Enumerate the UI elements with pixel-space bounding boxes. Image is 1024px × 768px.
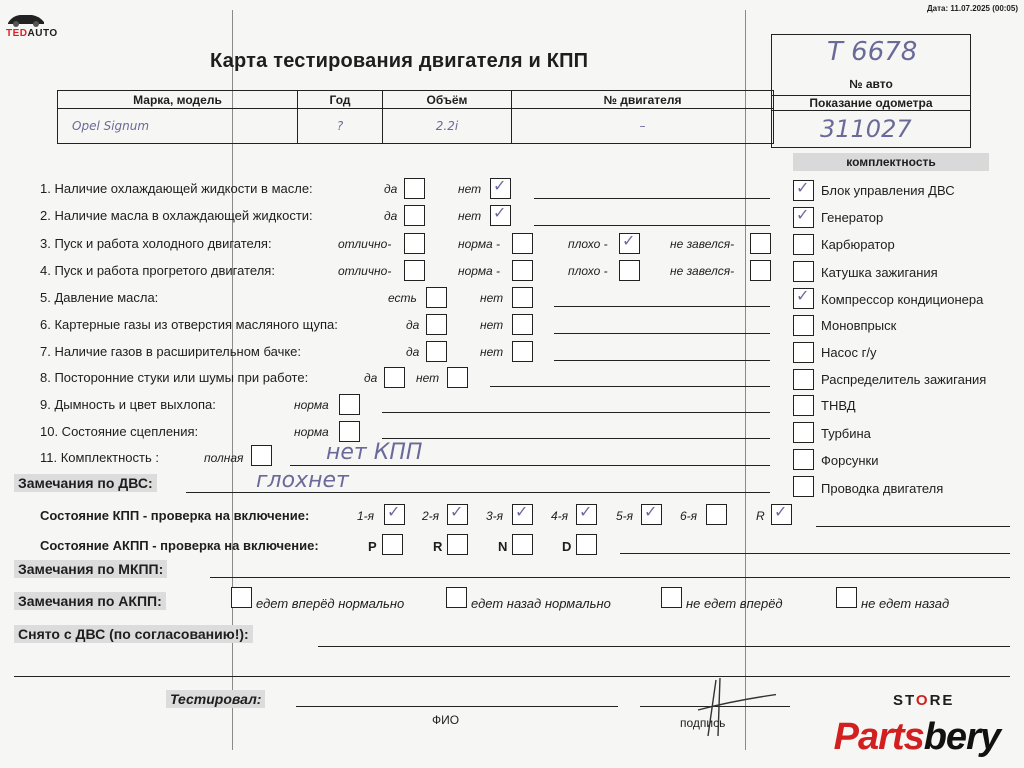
comp-item: Компрессор кондиционера <box>821 292 984 307</box>
answer-line <box>816 526 1010 527</box>
akpp-option: едет вперёд нормально <box>256 596 405 611</box>
item-5: 5. Давление масла: <box>40 290 159 305</box>
label-bad: плохо - <box>568 237 608 251</box>
checkbox-nostart[interactable] <box>750 260 771 281</box>
gear-label: 5-я <box>616 509 634 523</box>
comp-checkbox[interactable] <box>793 288 814 309</box>
mode-checkbox[interactable] <box>382 534 403 555</box>
gear-checkbox[interactable] <box>384 504 405 525</box>
check-mark-icon: ✓ <box>622 231 636 250</box>
store-label: STORE <box>893 692 955 709</box>
comp-item: Проводка двигателя <box>821 481 944 496</box>
check-mark-icon: ✓ <box>493 176 507 195</box>
col-volume: Объём <box>383 91 512 109</box>
gear-checkbox[interactable] <box>706 504 727 525</box>
label-no: нет <box>480 291 504 305</box>
sign-label: подпись <box>680 716 726 730</box>
comp-checkbox[interactable] <box>793 342 814 363</box>
remarks-akpp-label: Замечания по АКПП: <box>14 592 166 610</box>
auto-box <box>771 34 971 148</box>
label-no: нет <box>458 209 482 223</box>
akpp-option-checkbox[interactable] <box>446 587 467 608</box>
label-no: нет <box>458 182 482 196</box>
gear-checkbox[interactable] <box>447 504 468 525</box>
label-normal: норма - <box>458 264 501 278</box>
completeness-hw: нет КПП <box>326 440 423 465</box>
answer-line <box>620 553 1010 554</box>
answer-line <box>554 333 770 334</box>
answer-line <box>382 412 770 413</box>
label-no: нет <box>480 345 504 359</box>
check-mark-icon: ✓ <box>450 502 464 521</box>
akpp-option-checkbox[interactable] <box>231 587 252 608</box>
answer-line <box>490 386 770 387</box>
answer-line <box>14 676 1010 677</box>
fio-line <box>296 706 618 707</box>
comp-checkbox[interactable] <box>793 180 814 201</box>
comp-item: Карбюратор <box>821 237 895 252</box>
item-10: 10. Состояние сцепления: <box>40 424 199 439</box>
mode-checkbox[interactable] <box>447 534 468 555</box>
checkbox-no[interactable] <box>447 367 468 388</box>
header-table <box>57 90 774 144</box>
check-mark-icon: ✓ <box>796 286 810 305</box>
label-normal: норма - <box>458 237 501 251</box>
checkbox-yes[interactable] <box>426 341 447 362</box>
answer-line <box>210 577 1010 578</box>
check-mark-icon: ✓ <box>493 203 507 222</box>
remarks-dvs-hw: глохнет <box>256 468 349 493</box>
checkbox-yes[interactable] <box>404 205 425 226</box>
checkbox-normal[interactable] <box>512 260 533 281</box>
col-model: Марка, модель <box>58 91 298 109</box>
label-excellent: отлично- <box>338 237 392 251</box>
gear-label: R <box>756 509 765 523</box>
item-1: 1. Наличие охлаждающей жидкости в масле: <box>40 181 313 196</box>
checkbox-no[interactable] <box>512 287 533 308</box>
checkbox-normal[interactable] <box>512 233 533 254</box>
answer-line <box>318 646 1010 647</box>
comp-checkbox[interactable] <box>793 315 814 336</box>
val-year: ? <box>298 109 383 144</box>
label-yes: да <box>406 318 420 332</box>
item-7: 7. Наличие газов в расширительном бачке: <box>40 344 302 359</box>
akpp-label: Состояние АКПП - проверка на включение: <box>40 538 319 553</box>
checkbox-yes[interactable] <box>384 367 405 388</box>
checkbox-full[interactable] <box>251 445 272 466</box>
comp-item: Турбина <box>821 426 871 441</box>
checkbox-excellent[interactable] <box>404 233 425 254</box>
akpp-option-checkbox[interactable] <box>661 587 682 608</box>
comp-item: ТНВД <box>821 398 856 413</box>
comp-checkbox[interactable] <box>793 449 814 470</box>
val-model: Opel Signum <box>58 109 298 144</box>
checkbox-no[interactable] <box>512 314 533 335</box>
comp-item: Форсунки <box>821 453 879 468</box>
label-excellent: отлично- <box>338 264 392 278</box>
check-mark-icon: ✓ <box>796 178 810 197</box>
mode-label: D <box>562 539 572 554</box>
odometer-label: Показание одометра <box>772 95 970 111</box>
checkbox-no[interactable] <box>490 178 511 199</box>
comp-checkbox[interactable] <box>793 476 814 497</box>
gear-checkbox[interactable] <box>512 504 533 525</box>
answer-line <box>534 225 770 226</box>
gear-checkbox[interactable] <box>771 504 792 525</box>
label-norm: норма <box>294 425 329 439</box>
odometer-hw: 311027 <box>820 115 912 143</box>
kpp-label: Состояние КПП - проверка на включение: <box>40 508 310 523</box>
comp-checkbox[interactable] <box>793 422 814 443</box>
page-title: Карта тестирования двигателя и КПП <box>210 50 589 72</box>
checkbox-yes[interactable] <box>404 178 425 199</box>
item-3: 3. Пуск и работа холодного двигателя: <box>40 236 272 251</box>
comp-item: Насос г/у <box>821 345 877 360</box>
comp-checkbox[interactable] <box>793 261 814 282</box>
mode-label: N <box>498 539 508 554</box>
label-yes: да <box>406 345 420 359</box>
comp-item: Моновпрыск <box>821 318 897 333</box>
removed-label: Снято с ДВС (по согласованию!): <box>14 625 253 643</box>
label-bad: плохо - <box>568 264 608 278</box>
comp-item: Блок управления ДВС <box>821 183 955 198</box>
comp-item: Распределитель зажигания <box>821 372 987 387</box>
answer-line <box>554 360 770 361</box>
fio-label: ФИО <box>432 713 460 727</box>
logo-text: TEDAUTO <box>6 28 58 39</box>
item-4: 4. Пуск и работа прогретого двигателя: <box>40 263 275 278</box>
col-engine: № двигателя <box>512 91 774 109</box>
car-logo-icon <box>6 10 46 28</box>
completeness-title: комплектность <box>793 153 989 171</box>
signature-icon <box>686 670 776 740</box>
check-mark-icon: ✓ <box>796 205 810 224</box>
auto-number-label: № авто <box>849 77 893 91</box>
label-yes: да <box>364 371 378 385</box>
label-nostart: не завелся- <box>670 237 735 251</box>
check-mark-icon: ✓ <box>644 502 658 521</box>
val-engine: – <box>512 109 774 144</box>
answer-line <box>186 492 770 493</box>
checkbox-excellent[interactable] <box>404 260 425 281</box>
check-mark-icon: ✓ <box>579 502 593 521</box>
brand-logo: Partsbery <box>833 716 1000 758</box>
akpp-option: едет назад нормально <box>471 596 611 611</box>
item-2: 2. Наличие масла в охлаждающей жидкости: <box>40 208 313 223</box>
label-full: полная <box>204 451 244 465</box>
gear-label: 6-я <box>680 509 698 523</box>
checkbox-yes[interactable] <box>426 314 447 335</box>
comp-item: Генератор <box>821 210 884 225</box>
comp-checkbox[interactable] <box>793 369 814 390</box>
item-6: 6. Картерные газы из отверстия масляного щупа: <box>40 317 338 332</box>
gear-checkbox[interactable] <box>576 504 597 525</box>
akpp-option-checkbox[interactable] <box>836 587 857 608</box>
akpp-option: не едет вперёд <box>686 596 783 611</box>
gear-label: 4-я <box>551 509 569 523</box>
checkbox-is[interactable] <box>426 287 447 308</box>
val-volume: 2.2i <box>383 109 512 144</box>
gear-label: 1-я <box>357 509 375 523</box>
mode-label: R <box>433 539 443 554</box>
comp-checkbox[interactable] <box>793 207 814 228</box>
mode-checkbox[interactable] <box>576 534 597 555</box>
item-8: 8. Посторонние стуки или шумы при работе: <box>40 370 309 385</box>
mode-label: P <box>368 539 377 554</box>
answer-line <box>382 438 770 439</box>
check-mark-icon: ✓ <box>387 502 401 521</box>
checkbox-nostart[interactable] <box>750 233 771 254</box>
checkbox-no[interactable] <box>490 205 511 226</box>
gear-label: 2-я <box>422 509 440 523</box>
label-is: есть <box>388 291 417 305</box>
mode-checkbox[interactable] <box>512 534 533 555</box>
answer-line <box>290 465 770 466</box>
gear-checkbox[interactable] <box>641 504 662 525</box>
checkbox-bad[interactable] <box>619 233 640 254</box>
comp-checkbox[interactable] <box>793 395 814 416</box>
item-9: 9. Дымность и цвет выхлопа: <box>40 397 216 412</box>
comp-item: Катушка зажигания <box>821 265 938 280</box>
label-norm: норма <box>294 398 329 412</box>
label-no: нет <box>480 318 504 332</box>
comp-checkbox[interactable] <box>793 234 814 255</box>
answer-line <box>534 198 770 199</box>
checkbox-norm[interactable] <box>339 394 360 415</box>
col-year: Год <box>298 91 383 109</box>
answer-line <box>554 306 770 307</box>
checkbox-bad[interactable] <box>619 260 640 281</box>
label-yes: да <box>384 209 398 223</box>
label-no: нет <box>416 371 440 385</box>
remarks-mkpp-label: Замечания по МКПП: <box>14 560 167 578</box>
check-mark-icon: ✓ <box>515 502 529 521</box>
check-mark-icon: ✓ <box>774 502 788 521</box>
label-yes: да <box>384 182 398 196</box>
checkbox-no[interactable] <box>512 341 533 362</box>
auto-number-hw: T 6678 <box>827 37 918 67</box>
item-11: 11. Комплектность : <box>40 450 159 465</box>
checkbox-norm[interactable] <box>339 421 360 442</box>
remarks-dvs-label: Замечания по ДВС: <box>14 474 157 492</box>
akpp-option: не едет назад <box>861 596 950 611</box>
gear-label: 3-я <box>486 509 504 523</box>
tested-label: Тестировал: <box>166 690 265 708</box>
date-label: Дата: 11.07.2025 (00:05) <box>926 4 1018 13</box>
label-nostart: не завелся- <box>670 264 735 278</box>
